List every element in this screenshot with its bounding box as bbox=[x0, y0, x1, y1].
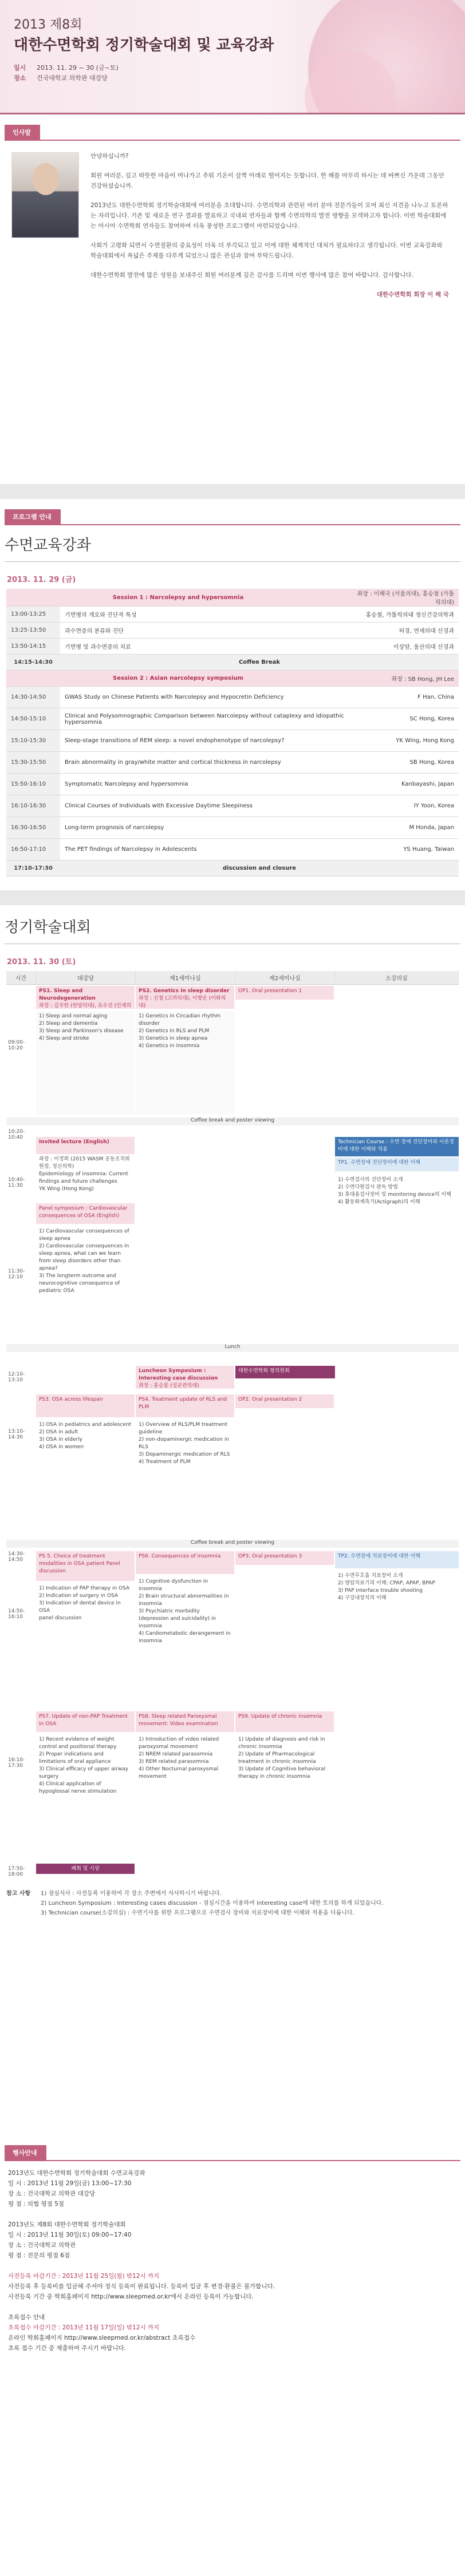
coffee-break-row: Coffee break and poster viewing bbox=[6, 1117, 459, 1125]
program-row bbox=[6, 839, 459, 861]
ps2-header bbox=[136, 986, 234, 1009]
panel-talks: 1) Cardiovascular consequences of sleep apnea 2) Cardiovascular consequences in sleep apnea, what can we learn from sleep disorders other than apnea? 3) The longterm outcome and neurocognitive consequence of pediatric OSA bbox=[39, 1228, 129, 1294]
greeting-p4: 사회가 고령화 되면서 수면질환의 중요성이 더욱 더 부각되고 있고 이에 대한 체계적인 대처가 필요하다고 생각됩니다. 이번 교육강좌와 학술대회에서 폭넓은 주제를 다루게 되었으니 많은 관심과 참여 부탁드립니다. bbox=[90, 242, 443, 259]
luncheon-chair: 좌장 : 홍승봉 (성균관의대) bbox=[139, 1383, 199, 1389]
op2-header: OP2. Oral presentation 2 bbox=[235, 1394, 334, 1408]
luncheon-title: Luncheon Symposium : Interesting case discussion bbox=[139, 1368, 218, 1381]
program-date: 2013. 11. 29 (금) bbox=[7, 576, 76, 584]
program-speaker: Kanbayashi, Japan bbox=[350, 774, 459, 795]
invited-talk bbox=[36, 1154, 135, 1200]
ps3-talks: 1) OSA in pediatrics and adolescent 2) OSA in adult 3) OSA in elderly 4) OSA in women bbox=[39, 1422, 132, 1450]
op3-header: OP3. Oral presentation 3 bbox=[235, 1551, 334, 1565]
place-label: 장소 bbox=[14, 74, 26, 82]
program-title: 과수면증의 분류와 진단 bbox=[60, 623, 350, 639]
lunch-row: Lunch bbox=[6, 1344, 459, 1352]
grid-header bbox=[6, 971, 459, 985]
time-label: 10:20-10:40 bbox=[8, 1129, 25, 1140]
program-speaker: 허경, 연세의대 신경과 bbox=[350, 623, 459, 639]
program-speaker: M Honda, Japan bbox=[350, 817, 459, 839]
col-small-room: 소강의실 bbox=[335, 971, 459, 984]
program-row bbox=[6, 774, 459, 795]
time-label: 14:50-16:10 bbox=[8, 1608, 25, 1620]
greeting-p2: 회원 여러분, 깊고 따뜻한 마음이 머나가고 추워 기온이 살짝 아래로 떨어지는 듯합니다. 한 해를 마무리 하시는 데 바쁘신 가운데 그동안 건강하셨습니까. bbox=[90, 172, 444, 189]
abstract-title: 초록접수 안내 bbox=[8, 2314, 45, 2321]
program-time: 13:00-13:25 bbox=[6, 607, 60, 623]
program-time: 14:30-14:50 bbox=[6, 687, 60, 708]
program-row bbox=[6, 730, 459, 752]
greeting-p1: 안녕하십니까? bbox=[90, 153, 129, 160]
time-label: 11:30-12:10 bbox=[8, 1269, 25, 1280]
time-label: 12:10-13:10 bbox=[8, 1372, 25, 1383]
greeting-p5: 대한수면학회 발전에 많은 성원을 보내주신 회원 여러분께 깊은 감사를 드리며 이번 행사에 많은 참여 바랍니다. 감사합니다. bbox=[90, 272, 413, 279]
program-tab: 프로그램 안내 bbox=[5, 509, 61, 524]
program-title: Clinical Courses of Individuals with Excessive Daytime Sleepiness bbox=[60, 795, 350, 817]
program-title: Brain abnormality in gray/white matter and cortical thickness in narcolepsy bbox=[60, 752, 350, 774]
registration-online[interactable]: 사전등록 기간 중 학회홈페이지 http://www.sleepmed.or.kr에서 온라인 등록이 가능합니다. bbox=[8, 2293, 254, 2300]
invited-title: Invited lecture (English) bbox=[39, 1139, 109, 1145]
program-time: 13:25-13:50 bbox=[6, 623, 60, 639]
note-3: 3) Technician course(소강의실) : 수면기사를 위한 프로그램으로 수면검사 장비와 치료장비에 대한 이해와 적용을 다룹니다. bbox=[41, 1910, 354, 1916]
date-label: 일시 bbox=[14, 64, 26, 72]
abstract-note: 초록 접수 기간 중 제출하여 주시기 바랍니다. bbox=[8, 2345, 126, 2352]
op1-header: OP1. Oral presentation 1 bbox=[235, 986, 334, 1000]
note-2: 2) Luncheon Symposium : Interesting cases discussion - 점심시간을 이용하여 interesting case에 대한 토의를 하게 되었습니다. bbox=[41, 1900, 384, 1907]
event-line-4: 평 점 : 의협 평점 5점 bbox=[8, 2201, 64, 2208]
event-line-1: 2013년도 대한수면학회 정기학술대회 수면교육강좌 bbox=[8, 2170, 145, 2177]
section-divider bbox=[5, 524, 460, 525]
greeting-signature: 대한수면학회 회장 이 해 국 bbox=[376, 291, 449, 298]
program-row bbox=[6, 639, 459, 655]
scientific-date: 2013. 11. 30 (토) bbox=[7, 958, 76, 966]
note-1: 1) 점심식사 : 사전등록 이용하여 각 장소 주변에서 식사하시기 바랍니다. bbox=[41, 1891, 222, 1897]
program-time: 16:10-16:30 bbox=[6, 795, 60, 817]
event-line-8: 평 점 : 전문의 평점 6점 bbox=[8, 2252, 70, 2259]
col-time: 시간 bbox=[6, 971, 36, 984]
invited-talk-title: Epidemiology of insomnia: Current findings and future challenges bbox=[39, 1171, 128, 1184]
ps1-chair: 좌장 : 김주한 (한양의대), 유수진 (인제의 bbox=[39, 1003, 132, 1009]
event-number: 2013 제8회 bbox=[14, 18, 82, 32]
ps1-talks: 1) Sleep and normal aging 2) Sleep and dementia 3) Sleep and Parkinson's disease 4) Sleep and stroke bbox=[36, 1011, 135, 1114]
ps4-talks: 1) Overview of RLS/PLM treatment guideline 2) non-dopaminergic medication in RLS 3) Dopaminergic medication of RLS 4) Treatment of PLM bbox=[139, 1422, 230, 1465]
greeting-tab: 인사말 bbox=[5, 125, 40, 140]
event-line-5: 2013년도 제8회 대한수면학회 정기학술대회 bbox=[8, 2221, 126, 2228]
place-value: 건국대학교 의학관 대강당 bbox=[37, 74, 108, 82]
program-row bbox=[6, 795, 459, 817]
program-row bbox=[6, 607, 459, 623]
ps5-talks: 1) Indication of PAP therapy in OSA 2) Indication of surgery in OSA 3) Indication of dental device in OSA panel discussion bbox=[39, 1586, 130, 1621]
tp1-talks: 1) 수면검사의 진단장비 소개 2) 수면다원검사 판독 방법 3) 휴대용검사장비 및 monitoring device의 이해 4) 활동화계측기(Actigraph)의 이해 bbox=[338, 1177, 451, 1205]
invited-speaker: YK Wing (Hong Kong) bbox=[39, 1186, 94, 1192]
luncheon-symposium bbox=[136, 1366, 234, 1389]
ps1-title: PS1. Sleep and Neurodegeneration bbox=[39, 988, 96, 1001]
program-title: Sleep-stage transitions of REM sleep: a novel endophenotype of narcolepsy? bbox=[60, 730, 350, 752]
invited-header bbox=[36, 1137, 135, 1154]
event-line-2: 일 시 : 2013년 11월 29일(금) 13:00~17:30 bbox=[8, 2180, 132, 2187]
program-title: 수면교육강좌 bbox=[5, 537, 91, 554]
program-speaker: SC Hong, Korea bbox=[350, 708, 459, 730]
registration-note: 사전등록 후 등록비를 입금해 주셔야 정식 등록이 완료됩니다. 등록비 입금 후 변경·환불은 불가합니다. bbox=[8, 2283, 275, 2290]
session1-chair: 좌장 : 이해국 (서울의대), 홍승철 (가톨릭의대) bbox=[350, 589, 459, 607]
greeting-section bbox=[0, 141, 465, 484]
ps7-talks: 1) Recent evidence of weight control and positional therapy 2) Proper indications and limitations of oral appliance 3) Clinical efficacy of upper airway surgery 4) Clinical application of hypoglossal nerve stimulation bbox=[39, 1737, 128, 1794]
ps1-header bbox=[36, 986, 135, 1009]
event-line-7: 장 소 : 건국대학교 의학관 bbox=[8, 2242, 76, 2249]
ps8-talks: 1) Introduction of video related paroxysmal movement 2) NREM related parasomnia 3) REM related parasomnia 4) Other Nocturnal paroxysmal movement bbox=[139, 1737, 219, 1780]
program-row bbox=[6, 708, 459, 730]
session2-chair: 좌장 : SB Hong, JH Lee bbox=[350, 671, 459, 687]
tp2-header: TP2. 수면장애 치료장비에 대한 이해 bbox=[335, 1551, 459, 1568]
program-time: 15:10-15:30 bbox=[6, 730, 60, 752]
program-time: 16:50-17:10 bbox=[6, 839, 60, 861]
ps3-header: PS3. OSA across lifespan bbox=[36, 1394, 135, 1417]
time-label: 17:50-18:00 bbox=[8, 1866, 25, 1877]
technician-course-header: Technician Course : 수면 장애 진단장비와 이론정비에 대한 이해와 적용 bbox=[335, 1137, 459, 1156]
program-row bbox=[6, 817, 459, 839]
program-speaker: SB Hong, Korea bbox=[350, 752, 459, 774]
program-time: 13:50-14:15 bbox=[6, 639, 60, 655]
ps4-header: PS4. Treatment update of RLS and PLM bbox=[136, 1394, 234, 1417]
program-title: Clinical and Polysomnographic Comparison between Narcolepsy without cataplexy and Idiopathic hypersomnia bbox=[60, 708, 350, 730]
time-label: 16:10-17:30 bbox=[8, 1757, 25, 1769]
ps2-chair: 좌장 : 신철 (고려의대), 이향운 (이화의대) bbox=[139, 996, 226, 1009]
ps9-talks: 1) Update of diagnosis and risk in chronic insomnia 2) Update of Pharmacological treatment in chronic insomnia 3) Update of Cognitive behavioral therapy in chronic insomnia bbox=[238, 1737, 326, 1780]
closing-ceremony: 폐회 및 시상 bbox=[36, 1864, 135, 1874]
events-section bbox=[0, 2161, 465, 2360]
abstract-deadline: 초록접수 마감기간 : 2013년 11월 17일(일) 밖12시 까지 bbox=[8, 2324, 160, 2331]
ps9-header: PS9. Update of chronic insomnia bbox=[235, 1711, 334, 1732]
invited-chair: 좌장 : 이정희 (2015 WASM 공동조직위원장, 정신의학) bbox=[39, 1156, 130, 1170]
program-title: 기면병 및 과수면증의 치료 bbox=[60, 639, 350, 655]
notes-section bbox=[6, 1889, 459, 1918]
ps2-talks: 1) Genetics in Circadian rhythm disorder 2) Genetics in RLS and PLM 3) Genetics in sleep apnea 4) Genetics in insomnia bbox=[136, 1011, 234, 1114]
notes-label: 참고 사항 bbox=[6, 1891, 31, 1897]
tp2-talks: 1) 수면무호흡 치료장비 소개 2) 양압치료기의 이해: CPAP, APAP, BPAP 3) PAP interface trouble shooting 4) 구강내장치의 이해 bbox=[338, 1573, 435, 1601]
break-label: Coffee Break bbox=[60, 655, 459, 671]
board-meeting: 대한수면학회 평의원회 bbox=[235, 1366, 335, 1378]
program-time: 15:30-15:50 bbox=[6, 752, 60, 774]
program-time: 16:30-16:50 bbox=[6, 817, 60, 839]
program-title: Long-term prognosis of narcolepsy bbox=[60, 817, 350, 839]
ps8-header: PS8. Sleep related Paroxysmal movement: Video examination bbox=[136, 1711, 234, 1732]
program-speaker: IY Yoon, Korea bbox=[350, 795, 459, 817]
scientific-grid-2 bbox=[6, 1540, 459, 2135]
closing-label: discussion and closure bbox=[60, 861, 459, 877]
time-label: 14:30-14:50 bbox=[8, 1551, 25, 1563]
gray-separator bbox=[0, 890, 465, 905]
education-program-table bbox=[6, 589, 459, 877]
face-shape bbox=[33, 163, 59, 195]
break-time: 14:15-14:30 bbox=[6, 655, 60, 671]
time-label: 09:00-10:20 bbox=[8, 1040, 25, 1051]
ps6-header: PS6. Consequences of insomnia bbox=[136, 1551, 234, 1574]
president-photo bbox=[11, 152, 79, 238]
program-time: 14:50-15:10 bbox=[6, 708, 60, 730]
coffee-break-row: Coffee break and poster viewing bbox=[6, 1540, 459, 1548]
time-label: 10:40-11:30 bbox=[8, 1177, 25, 1188]
program-title: GWAS Study on Chinese Patients with Narcolepsy and Hypocretin Deficiency bbox=[60, 687, 350, 708]
event-title: 대한수면학회 정기학술대회 및 교육강좌 bbox=[14, 37, 274, 54]
ps6-talks: 1) Cognitive dysfunction in insomnia 2) Brain structural abnormalities in insomnia 3) Psychiatric morbidity (depression and suicidality) in insomnia 4) Cardiometabolic derangement in insomnia bbox=[139, 1579, 231, 1644]
event-line-6: 일 시 : 2013년 11월 30일(토) 09:00~17:40 bbox=[8, 2232, 132, 2238]
abstract-online[interactable]: 온라인 학회홈페이지 http://www.sleepmed.or.kr/abstract 초록접수 bbox=[8, 2335, 196, 2341]
program-row bbox=[6, 687, 459, 708]
events-tab: 행사안내 bbox=[5, 2145, 46, 2160]
session2-title: Session 2 : Asian narcolepsy symposium bbox=[6, 671, 350, 687]
scientific-title: 정기학술대회 bbox=[5, 919, 91, 936]
hero-banner bbox=[0, 0, 465, 114]
program-speaker: 이상암, 울산의대 신경과 bbox=[350, 639, 459, 655]
title-underline bbox=[5, 561, 460, 562]
session1-title: Session 1 : Narcolepsy and hypersomnia bbox=[6, 589, 350, 607]
event-info bbox=[14, 63, 119, 84]
program-row bbox=[6, 623, 459, 639]
ps7-header: PS7. Update of non-PAP Treatment in OSA bbox=[36, 1711, 135, 1732]
greeting-p3: 2013년도 대한수면학회 정기학술대회에 여러분을 초대합니다. 수면의학과 관련된 여러 분야 전문가들이 모여 최신 지견을 나누고 토론하는 자리입니다. 기존 및 새로운 연구 결과를 발표하고 국내외 연자들과 함께 수면의학의 발전 방향을 모색하고자 합니다. 이번 학술대회에는 아시아 수면학회 연자들도 참여하여 더욱 풍성한 프로그램이 마련되었습니다. bbox=[90, 202, 448, 229]
program-title: The PET findings of Narcolepsy in Adolescents bbox=[60, 839, 350, 861]
col-main-hall: 대강당 bbox=[36, 971, 136, 984]
program-speaker: 홍승철, 가톨릭의대 정신건강의학과 bbox=[350, 607, 459, 623]
program-speaker: F Han, China bbox=[350, 687, 459, 708]
gray-separator bbox=[0, 484, 465, 499]
program-time: 15:50-16:10 bbox=[6, 774, 60, 795]
date-value: 2013. 11. 29 ~ 30 (금~토) bbox=[37, 64, 119, 72]
time-label: 13:10-14:30 bbox=[8, 1429, 25, 1440]
closing-time: 17:10-17:30 bbox=[6, 861, 60, 877]
tp1-header: TP1. 수면장애 진단장비에 대한 이해 bbox=[335, 1158, 459, 1171]
program-title: 기면병의 개요와 진단적 특성 bbox=[60, 607, 350, 623]
program-row bbox=[6, 752, 459, 774]
program-speaker: YS Huang, Taiwan bbox=[350, 839, 459, 861]
col-seminar1: 제1세미나실 bbox=[136, 971, 235, 984]
registration-deadline: 사전등록 마감기간 : 2013년 11월 25일(월) 밖12시 까지 bbox=[8, 2273, 160, 2280]
col-seminar2: 제2세미나실 bbox=[235, 971, 335, 984]
ps5-header: PS 5. Choice of treatment modalities in OSA patient Panel discussion bbox=[36, 1551, 135, 1581]
program-speaker: YK Wing, Hong Kong bbox=[350, 730, 459, 752]
panel-symposium: Panel symposium : Cardiovascular consequences of OSA (English) bbox=[36, 1203, 135, 1224]
program-title: Symptomatic Narcolepsy and hypersomnia bbox=[60, 774, 350, 795]
event-line-3: 장 소 : 건국대학교 의학관 대강당 bbox=[8, 2190, 96, 2197]
ps2-title: PS2. Genetics in sleep disorder bbox=[139, 988, 230, 994]
greeting-text bbox=[90, 151, 449, 309]
scientific-grid-1 bbox=[6, 971, 459, 1537]
